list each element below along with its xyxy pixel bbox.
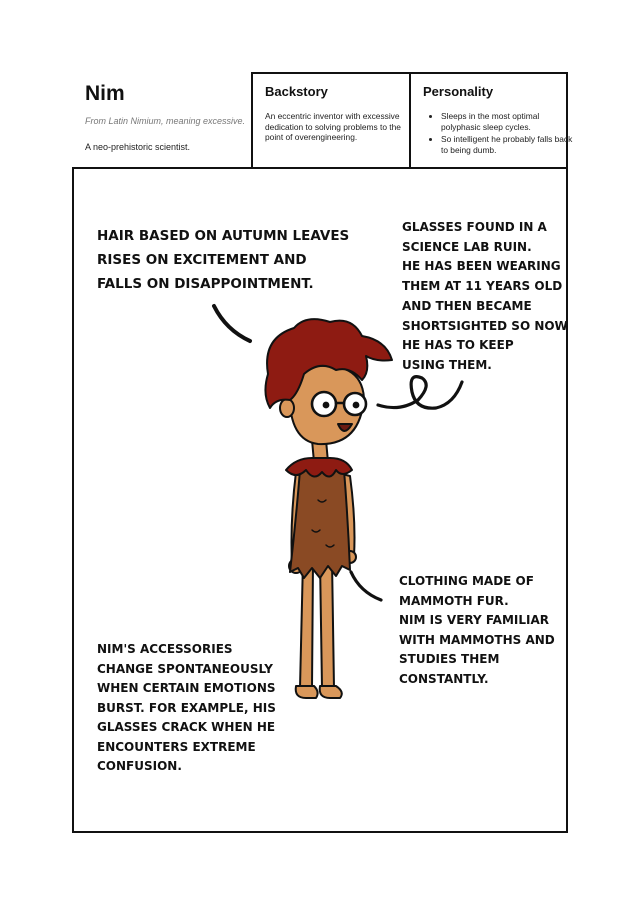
glasses-note-line: HE HAS BEEN WEARING xyxy=(402,259,561,274)
glasses-note-line: GLASSES FOUND IN A xyxy=(402,220,547,234)
hair-note-line: FALLS ON DISAPPOINTMENT. xyxy=(97,276,314,292)
name-etymology: From Latin Nimium, meaning excessive. xyxy=(85,116,246,126)
glasses-note-line: THEM AT 11 YEARS OLD xyxy=(402,279,563,294)
left-foot xyxy=(296,686,318,698)
accessories-note-line: BURST. FOR EXAMPLE, HIS xyxy=(97,700,276,715)
backstory-heading: Backstory xyxy=(265,84,328,99)
glasses-note-line: SHORTSIGHTED SO NOW xyxy=(402,318,568,333)
accessories-note-line: CHANGE SPONTANEOUSLY xyxy=(97,661,273,676)
personality-item: • So intelligent he probably falls back to being dumb. xyxy=(441,134,579,155)
clothing-note-line: WITH MAMMOTHS AND xyxy=(399,632,555,647)
glasses-pointer-curl xyxy=(378,377,462,409)
clothing-note-line: CONSTANTLY. xyxy=(399,671,489,686)
glasses-note-line: USING THEM. xyxy=(402,357,492,372)
ear xyxy=(280,399,294,417)
clothing-note-line: MAMMOTH FUR. xyxy=(399,593,509,608)
hair-note-line: RISES ON EXCITEMENT AND xyxy=(97,252,307,268)
leaf-collar xyxy=(286,458,352,477)
glasses-note-line: SCIENCE LAB RUIN. xyxy=(402,239,532,254)
accessories-note-line: ENCOUNTERS EXTREME xyxy=(97,739,256,754)
character-name: Nim xyxy=(85,82,125,105)
right-eye xyxy=(354,403,359,408)
personality-heading: Personality xyxy=(423,84,494,99)
fur-tunic xyxy=(290,470,350,578)
clothing-note-line: CLOTHING MADE OF xyxy=(399,574,534,588)
accessories-note-line: GLASSES CRACK WHEN HE xyxy=(97,720,276,734)
accessories-note-line: CONFUSION. xyxy=(97,759,182,773)
character-tagline: A neo-prehistoric scientist. xyxy=(85,142,191,152)
right-leg xyxy=(320,560,334,688)
right-foot xyxy=(320,686,342,698)
hair-note-line: HAIR BASED ON AUTUMN LEAVES xyxy=(97,228,350,244)
hair-pointer-line xyxy=(214,306,250,341)
clothing-note-line: NIM IS VERY FAMILIAR xyxy=(399,613,549,627)
glasses-note-line: HE HAS TO KEEP xyxy=(402,338,514,353)
clothing-note-line: STUDIES THEM xyxy=(399,652,500,666)
nim-character xyxy=(265,319,392,698)
clothing-pointer-line xyxy=(351,572,381,600)
left-leg xyxy=(300,560,313,688)
personality-item: • Sleeps in the most optimal polyphasic sleep cycles. xyxy=(441,111,579,132)
left-eye xyxy=(324,403,329,408)
backstory-text: An eccentric inventor with excessive dedication to solving problems to the point of overengineering. xyxy=(265,111,401,142)
accessories-note-line: WHEN CERTAIN EMOTIONS xyxy=(97,681,276,695)
glasses-note-line: AND THEN BECAME xyxy=(402,298,532,313)
accessories-note-line: NIM'S ACCESSORIES xyxy=(97,642,233,656)
